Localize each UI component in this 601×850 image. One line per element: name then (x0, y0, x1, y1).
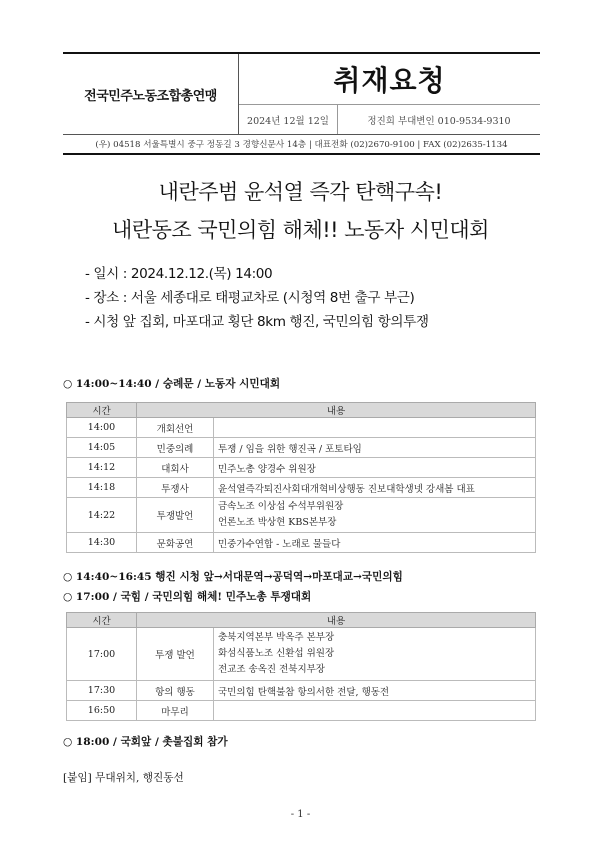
row-detail: 투쟁 / 임을 위한 행진곡 / 포토타임 (214, 438, 536, 458)
attachment-note: [붙임] 무대위치, 행진동선 (63, 772, 184, 784)
row-detail: 윤석열즉각퇴진사회대개혁비상행동 진보대학생넷 강새봄 대표 (214, 478, 536, 498)
press-header (63, 52, 540, 152)
struggle-schedule-table (66, 612, 536, 721)
document-date: 2024년 12월 12일 (247, 115, 329, 127)
row-detail-line: 화섬식품노조 신환섭 위원장 (218, 648, 335, 659)
section-struggle-heading: ○ 17:00 / 국힘 / 국민의힘 해체! 민주노총 투쟁대회 (63, 591, 312, 603)
row-item: 민중의례 (137, 438, 214, 458)
row-item: 투쟁발언 (137, 498, 214, 533)
row-time: 16:50 (67, 701, 137, 721)
row-time: 14:18 (67, 478, 137, 498)
column-header-time: 시간 (67, 403, 137, 418)
row-detail (214, 701, 536, 721)
organization-address: (우) 04518 서울특별시 중구 정동길 3 경향신문사 14층 | 대표전화 (02)2670-9100 | FAX (02)2635-1134 (95, 140, 508, 150)
row-detail (214, 418, 536, 438)
organization-name: 전국민주노동조합총연맹 (84, 87, 217, 103)
row-time: 14:00 (67, 418, 137, 438)
row-time: 17:30 (67, 681, 137, 701)
row-item: 마무리 (137, 701, 214, 721)
row-detail-line: 충북지역본부 박옥주 본부장 (218, 632, 335, 643)
header-address-rule (63, 153, 540, 155)
row-item: 문화공연 (137, 533, 214, 553)
row-time: 14:12 (67, 458, 137, 478)
row-time: 17:00 (67, 628, 137, 681)
row-detail-line: 언론노조 박상현 KBS본부장 (218, 517, 337, 528)
section-rally-heading: ○ 14:00~14:40 / 숭례문 / 노동자 시민대회 (63, 378, 281, 390)
row-item: 투쟁사 (137, 478, 214, 498)
rally-schedule-table (66, 402, 536, 553)
table-row (67, 681, 536, 701)
headline-line-1: 내란주범 윤석열 즉각 탄핵구속! (158, 180, 443, 204)
row-detail: 국민의힘 탄핵불참 항의서한 전달, 행동전 (214, 681, 536, 701)
event-date: - 일시 : 2024.12.12.(목) 14:00 (85, 266, 273, 282)
row-item: 대회사 (137, 458, 214, 478)
table-row (67, 701, 536, 721)
row-item: 개회선언 (137, 418, 214, 438)
table-row (67, 438, 536, 458)
row-detail-line: 금속노조 이상섭 수석부위원장 (218, 501, 344, 512)
document-title: 취재요청 (333, 64, 446, 97)
event-program: - 시청 앞 집회, 마포대교 횡단 8km 행진, 국민의힘 항의투쟁 (85, 314, 429, 330)
section-march-heading: ○ 14:40~16:45 행진 시청 앞→서대문역→공덕역→마포대교→국민의힘 (63, 571, 403, 583)
row-detail: 민중가수연합 - 노래로 물들다 (214, 533, 536, 553)
page-number: - 1 - (290, 809, 311, 820)
table-row (67, 498, 536, 533)
table-row (67, 478, 536, 498)
table-row (67, 628, 536, 681)
table-row (67, 533, 536, 553)
row-time: 14:30 (67, 533, 137, 553)
row-detail-line: 전교조 송옥진 전북지부장 (218, 664, 325, 675)
row-detail (214, 628, 536, 681)
row-time: 14:05 (67, 438, 137, 458)
column-header-content: 내용 (137, 613, 536, 628)
row-detail (214, 498, 536, 533)
headline-line-2: 내란동조 국민의힘 해체!! 노동자 시민대회 (112, 218, 489, 242)
event-location: - 장소 : 서울 세종대로 태평교차로 (시청역 8번 출구 부근) (85, 290, 415, 306)
column-header-content: 내용 (137, 403, 536, 418)
table-row (67, 458, 536, 478)
table-row (67, 418, 536, 438)
row-time: 14:22 (67, 498, 137, 533)
header-bottom-rule (63, 134, 540, 135)
row-item: 항의 행동 (137, 681, 214, 701)
row-detail: 민주노총 양경수 위원장 (214, 458, 536, 478)
section-candlelight-heading: ○ 18:00 / 국회앞 / 촛불집회 참가 (63, 736, 228, 748)
column-header-time: 시간 (67, 613, 137, 628)
row-item: 투쟁 발언 (137, 628, 214, 681)
press-contact: 정진희 부대변인 010-9534-9310 (367, 115, 511, 127)
